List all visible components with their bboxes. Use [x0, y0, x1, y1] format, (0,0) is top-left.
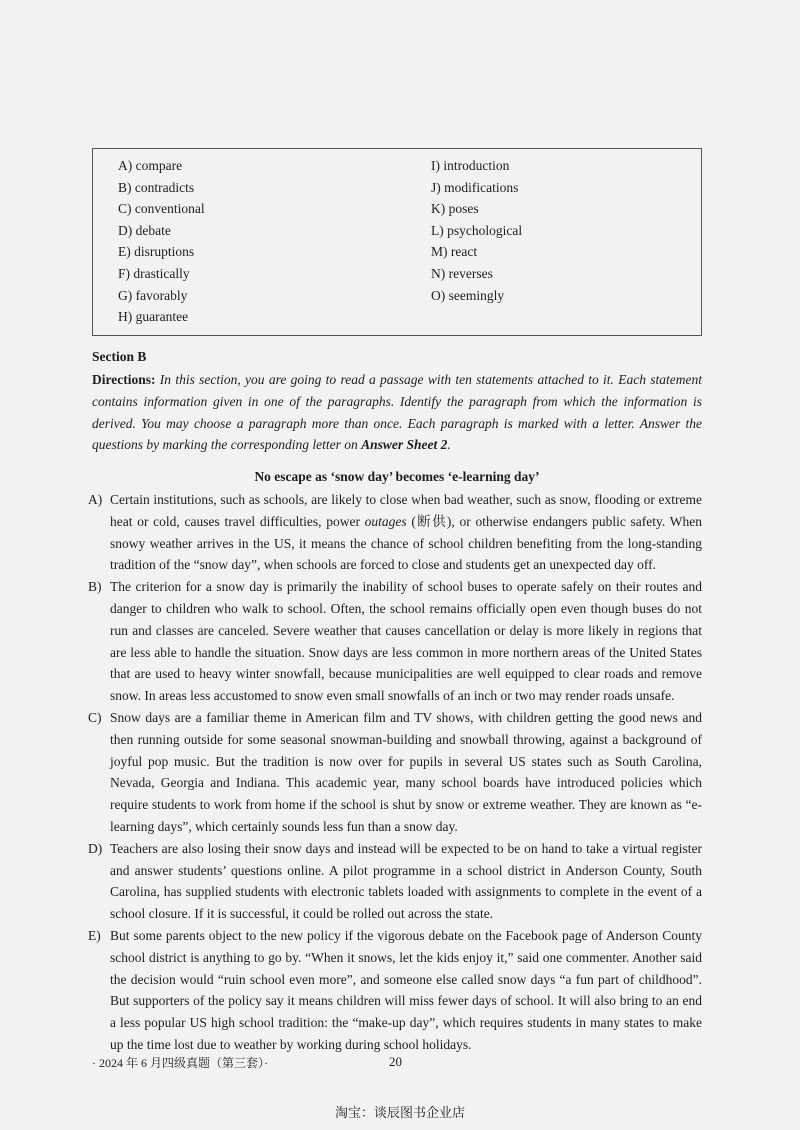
paragraph-letter: C): [88, 709, 102, 725]
paragraph-c: [88, 707, 702, 838]
paragraph-text: Certain institutions, such as schools, are likely to close when bad weather, such as snow, flooding or extreme heat or cold, causes travel difficulties, power outages (断供), or otherwise endangers public safety. When snowy weather arrives in the US, it means the chance of school children benefiting from the long-standing tradition of the “snow day”, when schools are forced to close and students get an unexpected day off.: [110, 492, 702, 573]
paragraph-letter: B): [88, 579, 102, 595]
directions: [92, 369, 702, 456]
paragraph-text: The criterion for a snow day is primarily the inability of school buses to operate safely on their routes and danger to children who walk to school. Often, the school remains officially open even though buses do not run and classes are canceled. Severe weather that causes cancellation or delay is more likely in regions that are less able to handle the situation. Snow days are less common in more northern areas of the United States that are used to heavy winter snowfall, because municipalities are well equipped to clear roads and remove snow. In areas less accustomed to snow even small snowfalls of an inch or two may render roads unsafe.: [110, 579, 702, 704]
paragraph-b: [88, 576, 702, 707]
exam-label: · 2024 年 6 月四级真题（第三套）·: [92, 1056, 268, 1070]
section-title: Section B: [92, 349, 147, 364]
paragraph-letter: A): [88, 492, 103, 507]
word-bank-option: M) react: [431, 244, 478, 260]
passage-title: No escape as ‘snow day’ becomes ‘e-learning day’: [254, 469, 540, 484]
word-bank-option: J) modifications: [431, 179, 519, 195]
answer-sheet-reference: Answer Sheet 2: [361, 437, 448, 453]
word-bank-option: G) favorably: [118, 287, 188, 303]
passage-body: [88, 489, 702, 1056]
word-bank-option: N) reverses: [431, 265, 493, 281]
word-bank-left-column: [118, 155, 205, 328]
paragraph-a: [88, 489, 702, 576]
word-bank-option: B) contradicts: [118, 179, 195, 195]
paragraph-text: But some parents object to the new policy if the vigorous debate on the Facebook page of Anderson County school district is anything to go by. “When it snows, let the kids enjoy it,” said one commenter. Another said the decision would “ruin school even more”, and someone else called snow days “a fun part of childhood”. But supporters of the policy say it means children will miss fewer days of school. It will also bring to an end a less popular US high school tradition: the “make-up day”, which requires students in many states to make up the time lost due to weather by working during school holidays.: [110, 927, 702, 1052]
glossed-term: outages: [364, 513, 407, 529]
directions-lead: Directions:: [92, 372, 156, 387]
paragraph-text: Teachers are also losing their snow days and instead will be expected to be on hand to take a virtual register and answer students’ questions online. A pilot programme in a school district in Anderson County, South Carolina, has supplied students with electronic tablets loaded with assignments to complete in the event of a school closure. If it is successful, it could be rolled out across the state.: [110, 840, 702, 922]
word-bank-option: K) poses: [431, 201, 479, 217]
paragraph-d: [88, 838, 702, 925]
paragraph-letter: E): [88, 927, 101, 943]
directions-end: .: [447, 437, 451, 453]
directions-text: In this section, you are going to read a passage with ten statements attached to it. Each statement contains information given in one of the paragraphs. Identify the paragraph from which the information is derived. You may choose a paragraph more than once. Each paragraph is marked with a letter. Answer the questions by marking the corresponding letter on: [92, 372, 702, 453]
word-bank-option: A) compare: [118, 158, 183, 173]
word-bank-option: L) psychological: [431, 222, 523, 238]
word-bank-option: D) debate: [118, 222, 171, 238]
word-bank-option: C) conventional: [118, 201, 205, 217]
paragraph-e: [88, 925, 702, 1056]
word-bank-option: O) seemingly: [431, 287, 505, 303]
page-number: 20: [389, 1054, 402, 1069]
word-bank-option: H) guarantee: [118, 309, 189, 325]
shop-watermark: 淘宝：谈辰图书企业店: [334, 1105, 465, 1120]
word-bank-option: E) disruptions: [118, 244, 195, 260]
word-bank-box: [92, 148, 702, 336]
word-bank-right-column: [431, 155, 522, 306]
paragraph-text: Snow days are a familiar theme in American film and TV shows, with children getting the good news and then running outside for some seasonal snowman-building and snowball throwing, against a background of joyful pop music. But the tradition is now over for pupils in several US states such as South Carolina, Nevada, Georgia and Indiana. This academic year, many school boards have introduced policies which require students to work from home if the school is shut by snow or extreme weather. They are known as “e-learning days”, which certainly sounds less fun than a snow day.: [110, 709, 702, 834]
word-bank-option: F) drastically: [118, 265, 190, 281]
paragraph-letter: D): [88, 840, 103, 856]
word-bank-option: I) introduction: [431, 158, 510, 173]
